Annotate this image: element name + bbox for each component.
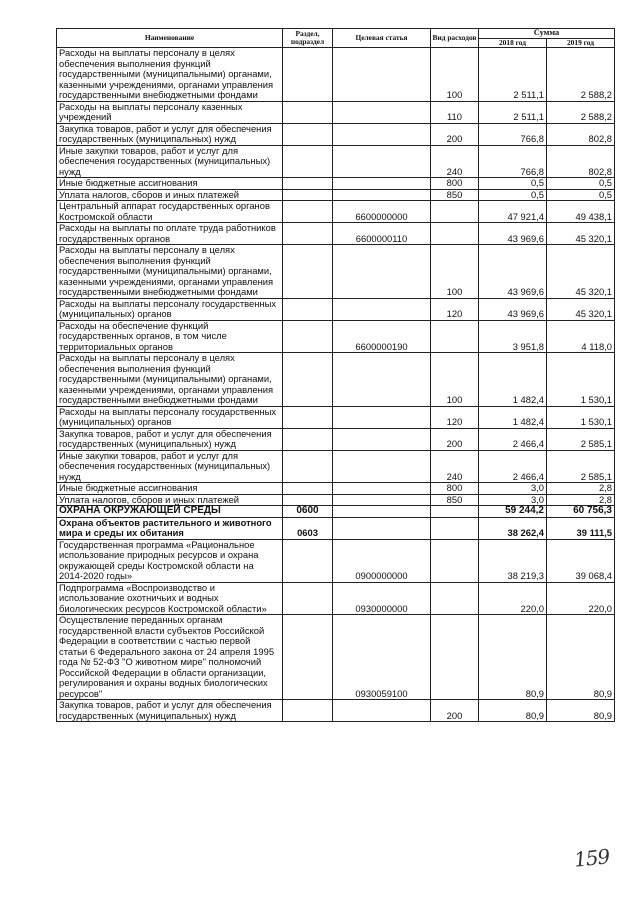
row-target-cell — [333, 450, 431, 483]
row-sum-2019-cell: 2 585,1 — [547, 428, 615, 450]
table-row — [57, 353, 615, 407]
row-section-cell — [283, 353, 333, 407]
row-sum-2019-cell: 39 111,5 — [547, 517, 615, 539]
row-section-cell — [283, 494, 333, 506]
row-target-cell — [333, 101, 431, 123]
row-kind-cell: 800 — [431, 178, 479, 190]
row-target-cell — [333, 189, 431, 201]
row-kind-cell: 110 — [431, 101, 479, 123]
row-target-cell — [333, 245, 431, 299]
table-row — [57, 320, 615, 353]
row-name-cell: Закупка товаров, работ и услуг для обеспечения государственных (муниципальных) нужд — [57, 123, 283, 145]
header-kind: Вид расходов — [431, 29, 479, 48]
row-section-cell — [283, 406, 333, 428]
row-name-cell: Иные бюджетные ассигнования — [57, 483, 283, 495]
row-target-cell — [333, 428, 431, 450]
row-sum-2019-cell: 1 530,1 — [547, 353, 615, 407]
row-sum-2018-cell: 38 262,4 — [479, 517, 547, 539]
row-kind-cell: 200 — [431, 123, 479, 145]
header-target: Целевая статья — [333, 29, 431, 48]
row-name-cell: Уплата налогов, сборов и иных платежей — [57, 189, 283, 201]
row-kind-cell — [431, 320, 479, 353]
row-sum-2019-cell: 60 756,3 — [547, 506, 615, 518]
row-kind-cell: 240 — [431, 450, 479, 483]
row-sum-2019-cell: 2 588,2 — [547, 101, 615, 123]
row-section-cell — [283, 48, 333, 102]
table-row — [57, 101, 615, 123]
row-name-cell: Расходы на выплаты персоналу государственных (муниципальных) органов — [57, 298, 283, 320]
row-sum-2018-cell: 47 921,4 — [479, 201, 547, 223]
row-section-cell — [283, 223, 333, 245]
row-kind-cell — [431, 517, 479, 539]
row-target-cell: 0930059100 — [333, 615, 431, 700]
table-row — [57, 48, 615, 102]
header-row — [57, 29, 615, 39]
row-sum-2018-cell: 2 466,4 — [479, 450, 547, 483]
row-sum-2019-cell: 45 320,1 — [547, 223, 615, 245]
row-kind-cell — [431, 539, 479, 582]
row-name-cell: Охрана объектов растительного и животного мира и среды их обитания — [57, 517, 283, 539]
table-row — [57, 517, 615, 539]
row-section-cell — [283, 245, 333, 299]
row-kind-cell — [431, 506, 479, 518]
row-kind-cell: 200 — [431, 428, 479, 450]
header-year-2018: 2018 год — [479, 38, 547, 48]
row-section-cell — [283, 201, 333, 223]
row-name-cell: Иные закупки товаров, работ и услуг для обеспечения государственных (муниципальных) нужд — [57, 145, 283, 178]
row-sum-2019-cell: 45 320,1 — [547, 245, 615, 299]
row-sum-2018-cell: 38 219,3 — [479, 539, 547, 582]
row-section-cell — [283, 123, 333, 145]
row-target-cell — [333, 298, 431, 320]
budget-table — [56, 28, 615, 722]
row-name-cell: Государственная программа «Рациональное использование природных ресурсов и охрана окружающей среды Костромской области на 2014-2020 годы» — [57, 539, 283, 582]
row-kind-cell: 120 — [431, 406, 479, 428]
row-sum-2018-cell: 3,0 — [479, 494, 547, 506]
row-sum-2019-cell: 0,5 — [547, 178, 615, 190]
row-kind-cell: 240 — [431, 145, 479, 178]
row-section-cell — [283, 320, 333, 353]
row-kind-cell: 100 — [431, 353, 479, 407]
row-name-cell: Иные закупки товаров, работ и услуг для обеспечения государственных (муниципальных) нужд — [57, 450, 283, 483]
table-row — [57, 700, 615, 722]
row-sum-2019-cell: 49 438,1 — [547, 201, 615, 223]
row-sum-2018-cell: 3 951,8 — [479, 320, 547, 353]
row-kind-cell: 850 — [431, 494, 479, 506]
row-sum-2018-cell: 2 466,4 — [479, 428, 547, 450]
row-sum-2018-cell: 1 482,4 — [479, 406, 547, 428]
row-kind-cell: 100 — [431, 245, 479, 299]
row-kind-cell: 850 — [431, 189, 479, 201]
row-name-cell: Расходы на выплаты персоналу в целях обеспечения выполнения функций государственными (муниципальными) органами, казенными учреждениями, органами управления государственными внебюджетными фондами — [57, 48, 283, 102]
row-target-cell — [333, 494, 431, 506]
table-row — [57, 506, 615, 518]
row-name-cell: Расходы на выплаты по оплате труда работников государственных органов — [57, 223, 283, 245]
budget-sheet — [56, 28, 614, 722]
row-sum-2019-cell: 802,8 — [547, 145, 615, 178]
table-row — [57, 245, 615, 299]
row-sum-2018-cell: 43 969,6 — [479, 245, 547, 299]
row-name-cell: Расходы на выплаты персоналу в целях обеспечения выполнения функций государственными (муниципальными) органами, казенными учреждениями, органами управления государственными внебюджетными фондами — [57, 353, 283, 407]
row-sum-2018-cell: 1 482,4 — [479, 353, 547, 407]
table-row — [57, 494, 615, 506]
row-name-cell: Закупка товаров, работ и услуг для обеспечения государственных (муниципальных) нужд — [57, 428, 283, 450]
row-name-cell: Расходы на выплаты персоналу государственных (муниципальных) органов — [57, 406, 283, 428]
row-sum-2018-cell: 220,0 — [479, 582, 547, 615]
row-section-cell — [283, 700, 333, 722]
row-target-cell — [333, 506, 431, 518]
row-sum-2019-cell: 4 118,0 — [547, 320, 615, 353]
header-sum: Сумма — [479, 29, 615, 39]
row-kind-cell: 800 — [431, 483, 479, 495]
row-sum-2019-cell: 45 320,1 — [547, 298, 615, 320]
row-target-cell — [333, 406, 431, 428]
row-section-cell — [283, 582, 333, 615]
table-row — [57, 450, 615, 483]
row-sum-2019-cell: 0,5 — [547, 189, 615, 201]
row-sum-2018-cell: 43 969,6 — [479, 223, 547, 245]
row-sum-2018-cell: 766,8 — [479, 145, 547, 178]
row-sum-2018-cell: 43 969,6 — [479, 298, 547, 320]
row-target-cell — [333, 48, 431, 102]
row-target-cell: 6600000190 — [333, 320, 431, 353]
row-target-cell — [333, 123, 431, 145]
row-section-cell — [283, 101, 333, 123]
row-section-cell — [283, 298, 333, 320]
row-kind-cell — [431, 615, 479, 700]
row-sum-2018-cell: 0,5 — [479, 189, 547, 201]
table-row — [57, 201, 615, 223]
row-section-cell — [283, 178, 333, 190]
table-row — [57, 406, 615, 428]
table-row — [57, 428, 615, 450]
table-row — [57, 145, 615, 178]
row-sum-2018-cell: 2 511,1 — [479, 101, 547, 123]
table-row — [57, 189, 615, 201]
table-body — [57, 48, 615, 722]
row-name-cell: Расходы на выплаты персоналу казенных учреждений — [57, 101, 283, 123]
row-kind-cell: 100 — [431, 48, 479, 102]
table-row — [57, 123, 615, 145]
row-kind-cell — [431, 223, 479, 245]
row-sum-2018-cell: 80,9 — [479, 700, 547, 722]
row-sum-2019-cell: 220,0 — [547, 582, 615, 615]
row-section-cell — [283, 450, 333, 483]
row-sum-2018-cell: 0,5 — [479, 178, 547, 190]
row-name-cell: Уплата налогов, сборов и иных платежей — [57, 494, 283, 506]
row-kind-cell — [431, 201, 479, 223]
table-row — [57, 483, 615, 495]
row-kind-cell — [431, 582, 479, 615]
row-sum-2019-cell: 80,9 — [547, 615, 615, 700]
table-row — [57, 298, 615, 320]
row-name-cell: ОХРАНА ОКРУЖАЮЩЕЙ СРЕДЫ — [57, 506, 283, 518]
row-sum-2019-cell: 2 588,2 — [547, 48, 615, 102]
row-section-cell — [283, 189, 333, 201]
row-sum-2018-cell: 59 244,2 — [479, 506, 547, 518]
row-sum-2019-cell: 1 530,1 — [547, 406, 615, 428]
row-sum-2018-cell: 3,0 — [479, 483, 547, 495]
row-name-cell: Расходы на выплаты персоналу в целях обеспечения выполнения функций государственными (муниципальными) органами, казенными учреждениями, органами управления государственными внебюджетными фондами — [57, 245, 283, 299]
page-number: 159 — [572, 844, 611, 872]
row-sum-2019-cell: 2,8 — [547, 483, 615, 495]
row-kind-cell: 120 — [431, 298, 479, 320]
row-sum-2019-cell: 2,8 — [547, 494, 615, 506]
row-target-cell: 6600000000 — [333, 201, 431, 223]
row-section-cell — [283, 615, 333, 700]
row-section-cell — [283, 145, 333, 178]
row-sum-2019-cell: 80,9 — [547, 700, 615, 722]
table-row — [57, 223, 615, 245]
header-year-2019: 2019 год — [547, 38, 615, 48]
table-row — [57, 178, 615, 190]
row-section-cell — [283, 539, 333, 582]
row-target-cell — [333, 353, 431, 407]
table-row — [57, 582, 615, 615]
row-name-cell: Осуществление переданных органам государственной власти субъектов Российской Федерации в соответствии с частью первой статьи 6 Федерального закона от 24 апреля 1995 года № 52-ФЗ "О животном мире" полномочий Российской Федерации в области организации, регулирования и охраны водных биологических ресурсов" — [57, 615, 283, 700]
row-target-cell — [333, 517, 431, 539]
header-section: Раздел, подраздел — [283, 29, 333, 48]
row-name-cell: Расходы на обеспечение функций государственных органов, в том числе территориальных органов — [57, 320, 283, 353]
row-target-cell: 0900000000 — [333, 539, 431, 582]
row-name-cell: Закупка товаров, работ и услуг для обеспечения государственных (муниципальных) нужд — [57, 700, 283, 722]
row-target-cell: 0930000000 — [333, 582, 431, 615]
row-name-cell: Иные бюджетные ассигнования — [57, 178, 283, 190]
row-kind-cell: 200 — [431, 700, 479, 722]
row-name-cell: Центральный аппарат государственных органов Костромской области — [57, 201, 283, 223]
row-sum-2018-cell: 2 511,1 — [479, 48, 547, 102]
row-section-cell: 0603 — [283, 517, 333, 539]
row-target-cell — [333, 700, 431, 722]
table-row — [57, 539, 615, 582]
row-section-cell — [283, 483, 333, 495]
row-sum-2019-cell: 39 068,4 — [547, 539, 615, 582]
row-target-cell — [333, 145, 431, 178]
row-section-cell — [283, 428, 333, 450]
table-row — [57, 615, 615, 700]
row-target-cell — [333, 178, 431, 190]
row-sum-2019-cell: 2 585,1 — [547, 450, 615, 483]
row-sum-2019-cell: 802,8 — [547, 123, 615, 145]
header-name: Наименование — [57, 29, 283, 48]
row-section-cell: 0600 — [283, 506, 333, 518]
row-target-cell — [333, 483, 431, 495]
row-target-cell: 6600000110 — [333, 223, 431, 245]
row-sum-2018-cell: 766,8 — [479, 123, 547, 145]
row-name-cell: Подпрограмма «Воспроизводство и использование охотничьих и водных биологических ресурсов Костромской области» — [57, 582, 283, 615]
row-sum-2018-cell: 80,9 — [479, 615, 547, 700]
